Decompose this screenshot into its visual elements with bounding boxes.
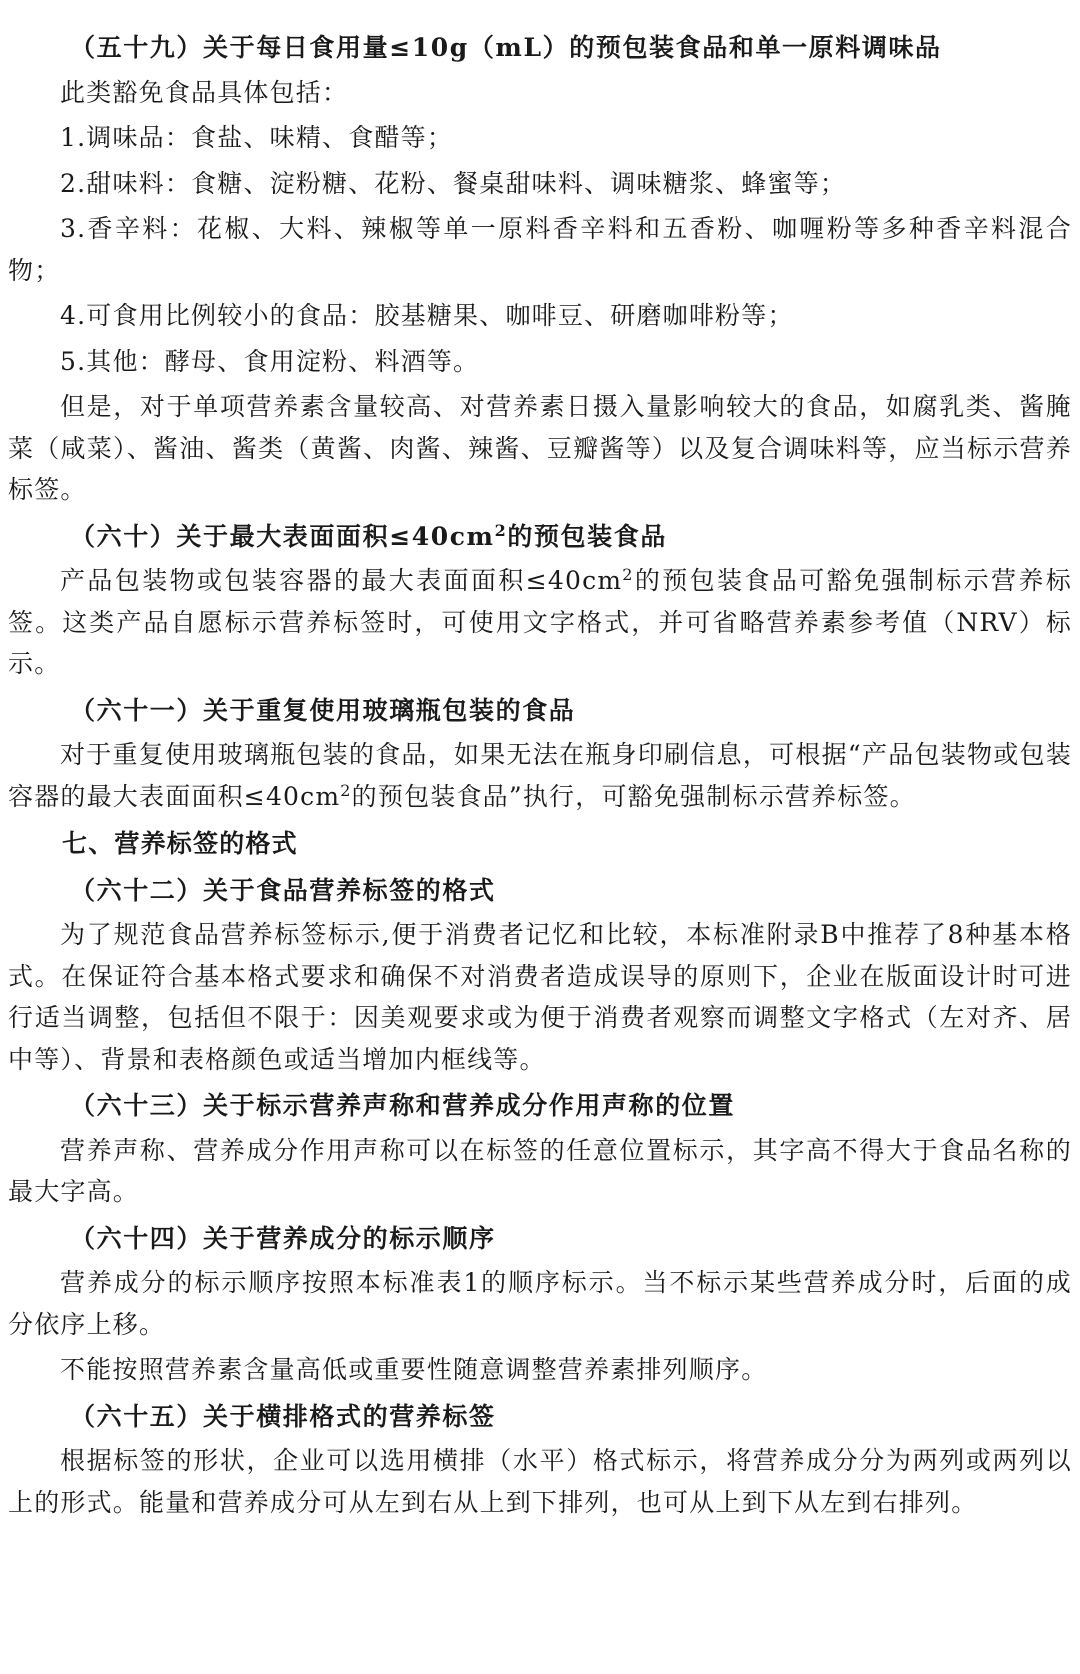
section-60-body-post: 的预包装食品可豁免强制标示营养标签。这类产品自愿标示营养标签时，可使用文字格式，并可省略营养素参考值（NRV）标示。 [8,566,1072,678]
section-65-body: 根据标签的形状，企业可以选用横排（水平）格式标示，将营养成分分为两列或两列以上的形式。能量和营养成分可从左到右从上到下排列，也可从上到下从左到右排列。 [8,1446,1072,1517]
section-61-body-pre: 对于重复使用玻璃瓶包装的食品，如果无法在瓶身印刷信息，可根据“产品包装物或包装容器的最大表面面积≤40cm [8,740,1072,811]
section-64-body-2: 不能按照营养素含量高低或重要性随意调整营养素排列顺序。 [60,1355,768,1384]
section-59-item-3: 3.香辛料：花椒、大料、辣椒等单一原料香辛料和五香粉、咖喱粉等多种香辛料混合物； [8,214,1072,285]
section-59-item-4: 4.可食用比例较小的食品：胶基糖果、咖啡豆、研磨咖啡粉等； [60,301,794,330]
section-62-body: 为了规范食品营养标签标示,便于消费者记忆和比较，本标准附录B中推荐了8种基本格式。在保证符合基本格式要求和确保不对消费者造成误导的原则下，企业在版面设计时可进行适当调整，包括但不限于：因美观要求或为便于消费者观察而调整文字格式（左对齐、居中等）、背景和表格颜色或适当增加内框线等。 [8,920,1072,1074]
section-59-item-5: 5.其他：酵母、食用淀粉、料酒等。 [60,346,480,376]
section-60-heading-pre: （六十）关于最大表面面积≤40cm [70,521,495,551]
section-61-body-post: 的预包装食品”执行，可豁免强制标示营养标签。 [351,781,916,811]
section-63-body: 营养声称、营养成分作用声称可以在标签的任意位置标示，其字高不得大于食品名称的最大字高。 [8,1135,1072,1206]
section-60-heading-post: 的预包装食品 [507,521,667,551]
section-61-body [0,734,1080,817]
section-60-body [0,560,1080,685]
section-7-title: 七、营养标签的格式 [62,829,298,858]
section-60-body-superscript: 2 [622,565,634,584]
document-page [0,22,1080,1527]
section-60-body-pre: 产品包装物或包装容器的最大表面面积≤40cm [60,566,623,595]
section-60-heading [0,516,1080,558]
section-63-heading: （六十三）关于标示营养声称和营养成分作用声称的位置 [70,1091,736,1120]
section-59-heading: （五十九）关于每日食用量≤10g（mL）的预包装食品和单一原料调味品 [70,33,942,62]
section-64-heading: （六十四）关于营养成分的标示顺序 [70,1223,496,1253]
section-59-note: 但是，对于单项营养素含量较高、对营养素日摄入量影响较大的食品，如腐乳类、酱腌菜（咸菜）、酱油、酱类（黄酱、肉酱、辣酱、豆瓣酱等）以及复合调味料等，应当标示营养标签。 [8,392,1072,504]
section-62-heading: （六十二）关于食品营养标签的格式 [70,875,496,905]
section-61-body-superscript: 2 [340,780,352,800]
section-60-heading-superscript: 2 [494,520,508,540]
section-59-item-2: 2.甜味料：食糖、淀粉糖、花粉、餐桌甜味料、调味糖浆、蜂蜜等； [60,168,847,198]
section-65-heading: （六十五）关于横排格式的营养标签 [70,1401,496,1431]
section-64-body: 营养成分的标示顺序按照本标准表1的顺序标示。当不标示某些营养成分时，后面的成分依序上移。 [8,1268,1072,1339]
section-59-item-1: 1.调味品：食盐、味精、食醋等； [60,123,454,152]
section-61-heading: （六十一）关于重复使用玻璃瓶包装的食品 [70,695,576,725]
section-59-intro: 此类豁免食品具体包括： [60,77,349,107]
